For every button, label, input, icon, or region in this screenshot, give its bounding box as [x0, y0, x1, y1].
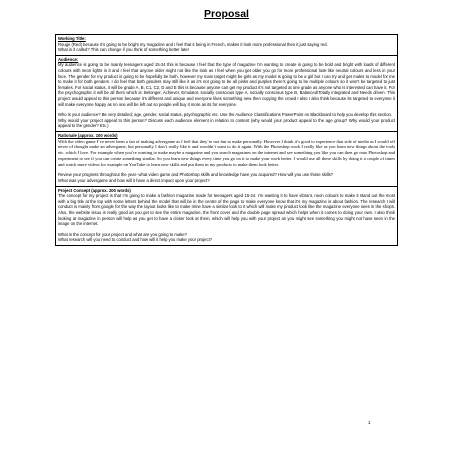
project-concept-questions: What is the concept for your project and what are you going to make? What research will you need to conduct and how will it help you make your project? — [58, 231, 213, 243]
working-title-heading: Working Title: — [58, 36, 86, 41]
page-title: Proposal — [204, 8, 249, 20]
working-title-body: Rouge (Red) because it’s going to be bright my magazine and I feel that it being in French, makes it look more professional then it just saying red. — [58, 41, 328, 47]
working-title-section — [56, 35, 397, 55]
audience-body: My audience is going to be mainly teenagers aged 15-24 this is because I feel that the type of magazine I’m wanting to create is going to be bold and bright with loads of different colours with neon lights in it and I feel that anyone older might not like the look as I feel when you get older you go for more professional look like neutral colours and less in your face. The gender for my product is going to be hopefully be both, however my main target might be girls as my model is going to be a girl but I can try and get males to model for me to make it for both genders. I do feel that both genders may still like it as it’s not going to be all pinks and purples there’s going to be multiple colours so it won’t be targeted to just females. For social status, it will be grade A, B, C1, C2, D and E this is because anyone can get my product it’s not targeted at one grade as anyone who is interested can have it. For the psychographic it will be all them which is: Belonger, Achiever, Emulator, socially conscious type A, socially conscious type B, Balanced/Totally integrated and Needs driven. This project would appeal to this person because it’s different and unique and everyone likes something new then copying the crowd I also I also think because its targeted to everyone it will make everyone happy as no one will be left out so people will buy it more as its for everyone. — [58, 62, 395, 107]
project-concept-body: The concept for my project is that I’m going to make a fashion magazine made for teenagers aged 15-24. I’m wanting it to have vibrant, neon colours to make it stand out the most with a big title at the top with some letters behind the model that will be in the centre of the page to make everyone know that it’s my magazine is about fashion. The research I will conduct is mainly from google for the way the layout looks like to make mine have a similar look to it which will make my product look like the magazine everyone sees in the shops. Also, the website issuu is really good as you get to see the entire magazine, the front cover and the double page spread which helps when it comes to doing your own. I also think looking at magazine in person will help as you get to have a closer look at them, which will help you with your project as you might see something you might not have seen in the image on the internet. — [58, 193, 395, 227]
page-number: 1 — [368, 420, 371, 425]
proposal-table — [55, 34, 398, 246]
rationale-section — [56, 131, 397, 186]
project-concept-heading: Project Concept (approx. 200 words) — [58, 187, 131, 193]
project-concept-section — [56, 186, 397, 245]
audience-heading: Audience: — [58, 56, 79, 62]
audience-questions: Who is your audience? Be very detailed; age, gender, social status, psychographic etc. Use the Audience Classifications PowerPoint on Blackboard to help you develop this section. Why would your project appeal to this person? Discuss each audience element in relation to content (why would your product appeal to the age group? Why would your product appeal to the gender? Etc.) — [58, 112, 395, 129]
audience-section — [56, 55, 397, 131]
rationale-questions: Review your progress throughout the year- what video game and Photoshop skills and knowledge have you acquired? How will you use those skills? What was your advergame and how will it have a direct impact upon your project? — [58, 172, 334, 184]
working-title-question: What is it called? This can change if you think of something better later — [58, 47, 189, 53]
rationale-heading: Rationale (approx. 100 words) — [58, 132, 118, 138]
rationale-body: With the video game I’ve never been a fan of making advergame as I feel that they’re not fun to make personally. However I think it’s good to experience that side of media as I would off never of thought make an advergame, but personally I don’t really like it and wouldn’t want to do it again. With the Photoshop work I really like as you learn new things about the tools etc. which I love. For example when you’re wanting to make maybe a magazine and you search magazines on the internet and see something you like you can then go onto Photoshop and experiment to see if you can create something similar. So you learn new things every time you go on it to make your work better. I would use all these skills by doing it a couple of times and watch more videos for example on YouTube to learn new skills and put them in my products to make them look better. — [58, 138, 395, 167]
